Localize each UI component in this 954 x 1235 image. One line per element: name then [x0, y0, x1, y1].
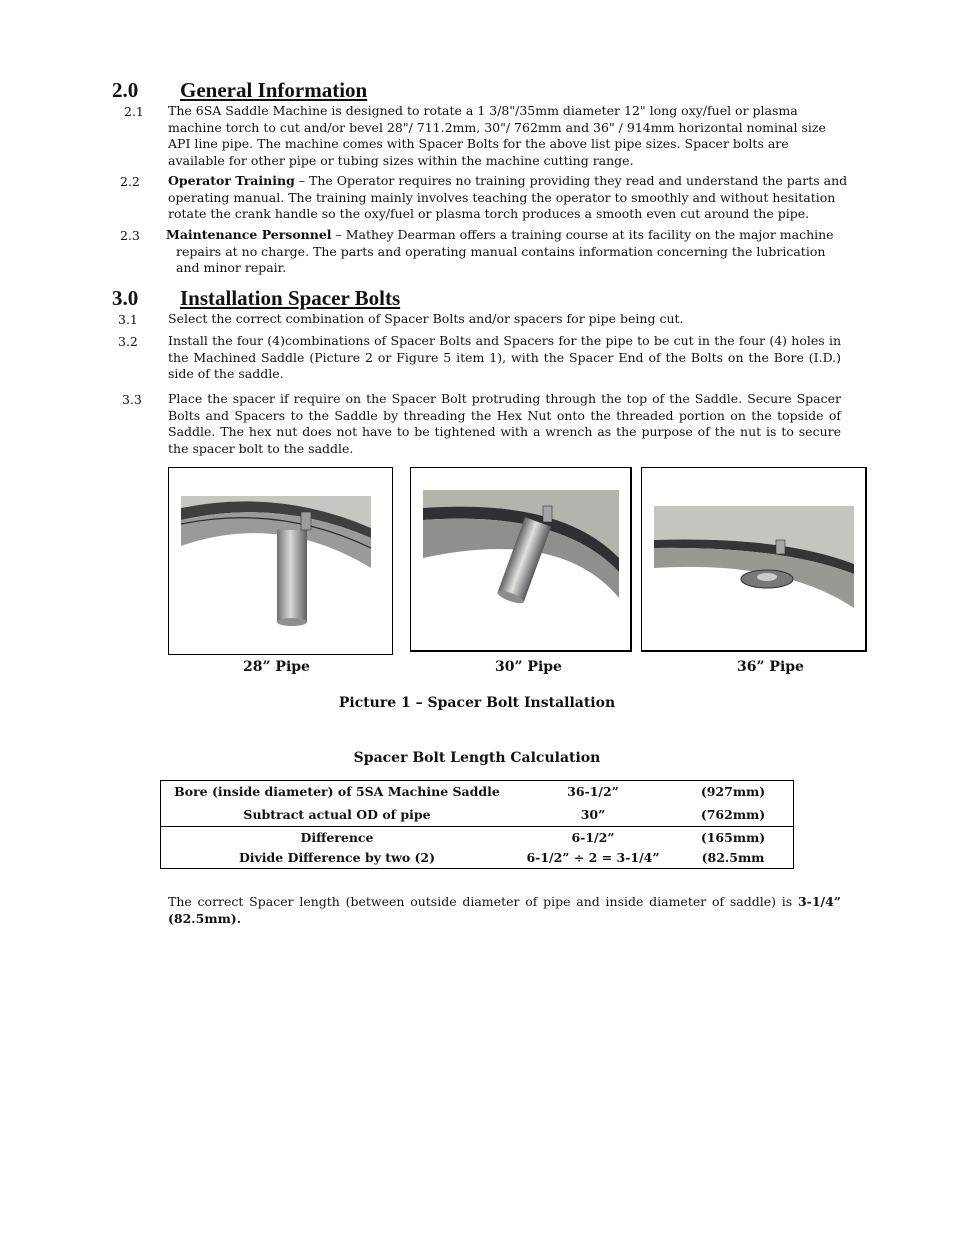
caption-28-pipe: 28” Pipe — [243, 659, 310, 675]
calc-title: Spacer Bolt Length Calculation — [353, 750, 601, 766]
photo-frame-36 — [641, 467, 867, 652]
item-2-1-number: 2.1 — [124, 104, 144, 119]
item-3-2-text: Install the four (4)combinations of Spacer Bolts and Spacers for the pipe to be cut in the four (4) holes in the Machined Saddle (Picture 2 or Figure 5 item 1), with the Spacer End of the Bolts on the Bore (I.D.) side of the saddle. — [168, 333, 841, 382]
section-3-number: 3.0 — [112, 286, 139, 310]
item-2-3-body: – Mathey Dearman offers a training course at its facility on the major machine repairs at no charge. The parts and operating manual contains information concerning the lubrication and minor repair. — [176, 227, 834, 276]
item-3-3-number: 3.3 — [122, 392, 142, 407]
row-label: Bore (inside diameter) of 5SA Machine Saddle — [174, 784, 500, 800]
item-3-3-text: Place the spacer if require on the Spacer Bolt protruding through the top of the Saddle. Secure Spacer Bolts and Spacers to the Saddle by threading the Hex Nut onto the threaded portion on the topside of Saddle. The hex nut does not have to be tightened with a wrench as the purpose of the nut is to secure the spacer bolt to the saddle. — [168, 391, 841, 456]
photo-frame-30 — [410, 467, 632, 652]
table-row — [161, 781, 794, 803]
item-2-1-text: The 6SA Saddle Machine is designed to rotate a 1 3/8"/35mm diameter 12" long oxy/fuel or plasma machine torch to cut and/or bevel 28"/ 711.2mm, 30"/ 762mm and 36" / 914mm horizontal nominal size API line pipe. The machine comes with Spacer Bolts for the above list pipe sizes. Spacer bolts are available for other pipe or tubing sizes within the machine cutting range. — [168, 103, 826, 168]
row-inch: 30” — [580, 806, 606, 822]
item-2-2-number: 2.2 — [120, 174, 140, 189]
item-2-3-bold: Maintenance Personnel — [166, 227, 332, 242]
photo-frame-28 — [168, 467, 393, 655]
section-2-title: General Information — [180, 78, 368, 102]
row-mm: (927mm) — [700, 784, 766, 800]
row-inch: 6-1/2” ÷ 2 = 3-1/4” — [526, 849, 660, 865]
row-label: Divide Difference by two (2) — [238, 849, 436, 865]
item-2-3-number: 2.3 — [120, 228, 140, 243]
table-row — [161, 803, 794, 827]
row-mm: (762mm) — [700, 806, 766, 822]
photo-30-pipe-spacer-bolt — [411, 468, 630, 650]
item-3-2-number: 3.2 — [118, 334, 138, 349]
row-label: Difference — [161, 827, 514, 848]
row-inch: 6-1/2” — [513, 827, 673, 848]
item-2-2-body: – The Operator requires no training providing they read and understand the parts and operating manual. The training mainly involves teaching the operator to smoothly and without hesitation rotate the crank handle so the oxy/fuel or plasma torch produces a smooth even cut around the pipe. — [168, 173, 848, 222]
spacer-calc-table — [160, 780, 794, 869]
item-3-1-number: 3.1 — [118, 312, 138, 327]
conclusion-text — [168, 894, 841, 927]
photo-28-pipe-spacer-bolt — [169, 468, 392, 654]
caption-30-pipe: 30” Pipe — [495, 659, 562, 675]
item-2-2-text — [168, 173, 848, 223]
row-mm: (165mm) — [673, 827, 794, 848]
conclusion-body: The correct Spacer length (between outside diameter of pipe and inside diameter of saddle) is — [168, 894, 798, 909]
section-2-number: 2.0 — [112, 78, 139, 102]
picture-title: Picture 1 – Spacer Bolt Installation — [338, 695, 616, 711]
item-2-2-bold: Operator Training — [168, 173, 295, 188]
section-3-title: Installation Spacer Bolts — [180, 286, 401, 310]
table-row — [161, 847, 794, 868]
item-2-3-text — [166, 227, 842, 277]
caption-36-pipe: 36” Pipe — [737, 659, 804, 675]
conclusion-bold-value: 3-1/4” (82.5mm). — [168, 894, 841, 926]
item-3-1-text: Select the correct combination of Spacer Bolts and/or spacers for pipe being cut. — [168, 311, 684, 326]
photo-36-pipe-spacer-bolt — [642, 468, 865, 650]
row-mm: (82.5mm — [701, 849, 765, 865]
row-label: Subtract actual OD of pipe — [243, 806, 431, 822]
table-row — [161, 827, 794, 848]
row-inch: 36-1/2” — [567, 784, 619, 800]
